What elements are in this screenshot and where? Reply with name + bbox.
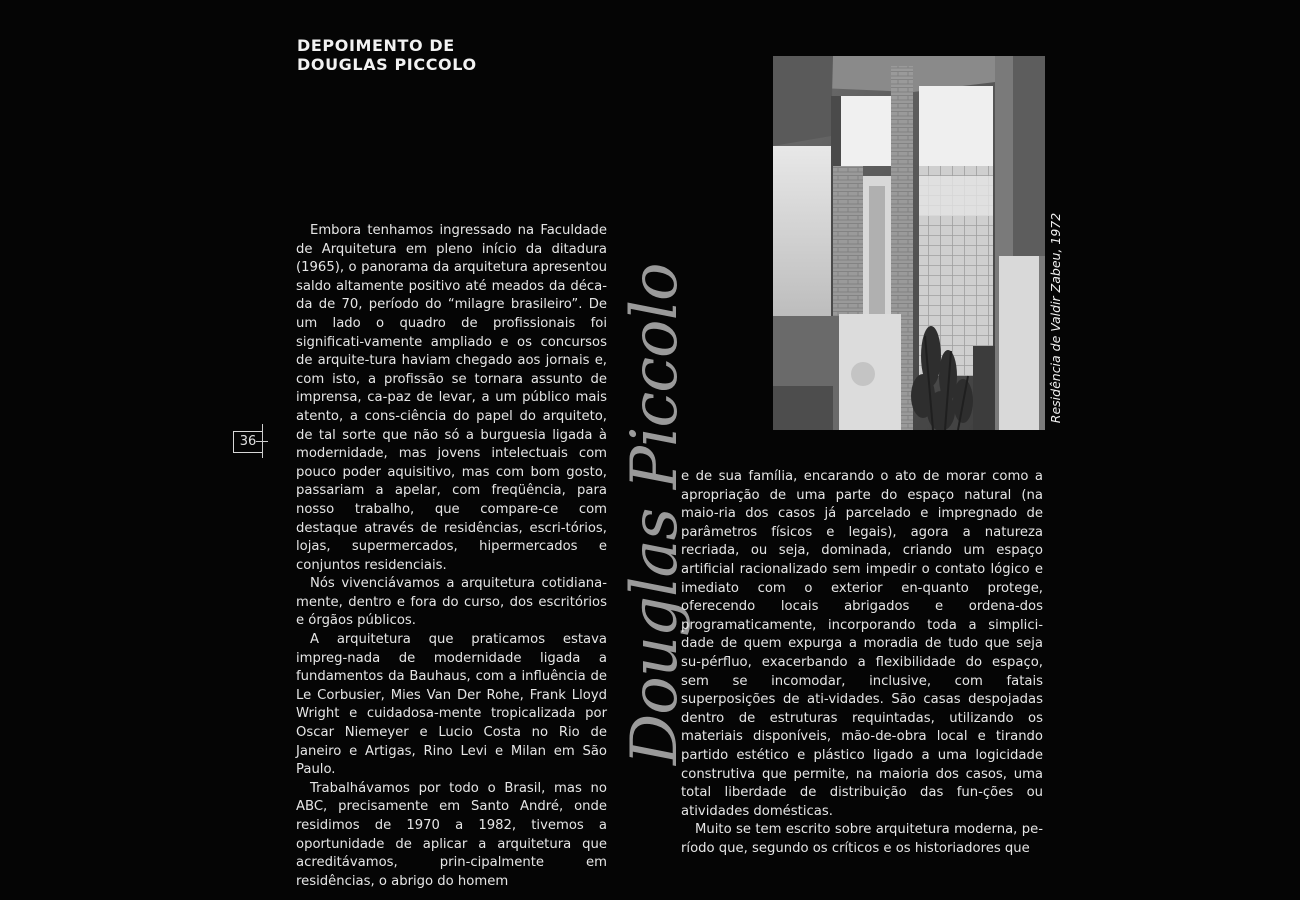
page-heading bbox=[297, 36, 477, 74]
paragraph-4: Trabalhávamos por todo o Brasil, mas no ABC, precisamente em Santo André, onde residimos de 1970 a 1982, tivemos a oportunidade de aplicar a arquitetura que acreditávamos, prin-cipalmente em residências, o abrigo do homem bbox=[296, 780, 607, 889]
photo-caption: Residência de Valdir Zabeu, 1972 bbox=[1048, 212, 1063, 424]
heading-line-1: DEPOIMENTO DE bbox=[297, 36, 455, 55]
paragraph-1: Embora tenhamos ingressado na Faculdade de Arquitetura em pleno início da ditadura (1965), o panorama da arquitetura apresentou saldo altamente positivo até meados da déca-da de 70, período do “milagre brasileiro”. De um lado o quadro de profissionais foi significati-vamente ampliado e os concursos de arquite-tura haviam chegado aos jornais e, com isto, a profissão se tornara assunto de imprensa, ca-paz de levar, a um público mais atento, a cons-ciência do papel do arquiteto, de tal sorte que não só a burguesia ligada à modernidade, mas jovens intelectuais com pouco poder aquisitivo, mas com bom gosto, passariam a apelar, com freqüência, para nosso trabalho, que compare-ce com destaque através de residências, escri-tórios, lojas, supermercados, hipermercados e conjuntos residenciais. bbox=[296, 223, 607, 573]
right-text-column bbox=[681, 468, 1043, 858]
paragraph-2: Nós vivenciávamos a arquitetura cotidiana-mente, dentro e fora do curso, dos escritórios e órgãos públicos. bbox=[296, 576, 607, 629]
author-signature: Douglas Piccolo bbox=[618, 263, 692, 765]
heading-line-2: DOUGLAS PICCOLO bbox=[297, 55, 477, 74]
house-interior-photo bbox=[773, 56, 1045, 430]
page-number: 36 bbox=[233, 431, 263, 453]
left-text-column bbox=[296, 222, 607, 891]
page-number-tick bbox=[256, 441, 268, 442]
paragraph-5: e de sua família, encarando o ato de morar como a apropriação de uma parte do espaço natural (na maio-ria dos casos já parcelado e impregnado de parâmetros físicos e legais), agora a natureza recriada, ou seja, dominada, criando um espaço artificial racionalizado sem impedir o contato lógico e imediato com o exterior en-quanto protege, oferecendo locais abrigados e ordena-dos programaticamente, incorporando toda a simplici-dade de quem expurga a moradia de tudo que seja su-pérfluo, exacerbando a flexibilidade do espaço, sem se incomodar, inclusive, com fatais superposições de ati-vidades. São casas despojadas dentro de estruturas requintadas, utilizando os materiais disponíveis, mão-de-obra local e tirando partido estético e plástico ligado a uma logicidade construtiva que permite, na maioria dos casos, uma total liberdade de distribuição das fun-ções ou atividades domésticas. bbox=[681, 469, 1043, 819]
paragraph-3: A arquitetura que praticamos estava impreg-nada de modernidade ligada a fundamentos da Bauhaus, com a influência de Le Corbusier, Mies Van Der Rohe, Frank Lloyd Wright e cuidadosa-mente tropicalizada por Oscar Niemeyer e Lucio Costa no Rio de Janeiro e Artigas, Rino Levi e Milan em São Paulo. bbox=[296, 632, 607, 778]
paragraph-6: Muito se tem escrito sobre arquitetura moderna, pe-ríodo que, segundo os críticos e os historiadores que bbox=[681, 822, 1043, 856]
house-photo bbox=[773, 56, 1045, 430]
